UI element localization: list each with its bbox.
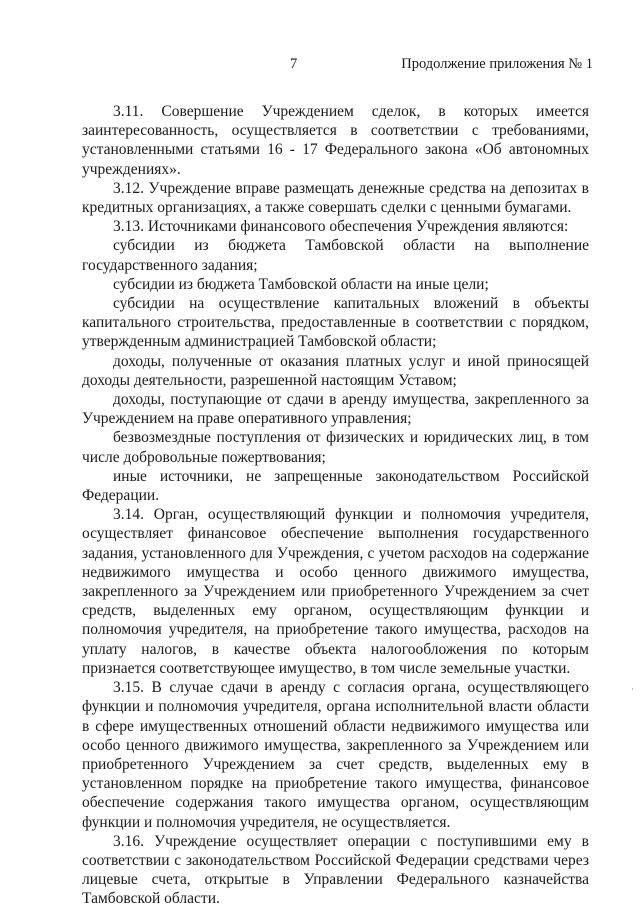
list-item-rent-income: доходы, поступающие от сдачи в аренду имущества, закрепленного за Учреждением на праве оперативного управления; [82, 391, 589, 428]
list-item-donations: безвозмездные поступления от физических и юридических лиц, в том числе добровольные пожертвования; [82, 429, 589, 466]
list-item-other-sources: иные источники, не запрещенные законодательством Российской Федерации. [82, 467, 589, 505]
paragraph-3-13: 3.13. Источниками финансового обеспечения Учреждения являются: [113, 218, 569, 236]
list-item-subsidies-other: субсидии из бюджета Тамбовской области на иные цели; [113, 275, 489, 293]
paragraph-3-16: 3.16. Учреждение осуществляет операции с поступившими ему в соответствии с законодательством Российской Федерации средствами через лицевые счета, открытые в Управлении Федерального казначейства Тамбовской области. [82, 832, 589, 908]
margin-mark: · [631, 684, 634, 694]
document-body [82, 102, 589, 909]
page-header-title: Продолжение приложения № 1 [401, 56, 593, 72]
list-item-paid-services-income: доходы, полученные от оказания платных услуг и иной приносящей доходы деятельности, разрешенной настоящим Уставом; [82, 352, 589, 389]
page-number: 7 [290, 56, 298, 72]
list-item-subsidies-capital: субсидии на осуществление капитальных вложений в объекты капитального строительства, предоставленные в соответствии с порядком, утвержденным администрацией Тамбовской области; [82, 295, 589, 351]
paragraph-3-12: 3.12. Учреждение вправе размещать денежные средства на депозитах в кредитных организациях, а также совершать сделки с ценными бумагами. [82, 179, 589, 217]
paragraph-3-14: 3.14. Орган, осуществляющий функции и полномочия учредителя, осуществляет финансовое обеспечение выполнения государственного задания, установленного для Учреждения, с учетом расходов на содержание недвижимого имущества и особо ценного движимого имущества, закрепленного за Учреждением или приобретенного Учреждением за счет средств, выделенных ему органом, осуществляющим функции и полномочия учредителя, на приобретение такого имущества, расходов на уплату налогов, в качестве объекта налогообложения по которым признается соответствующее имущество, в том числе земельные участки. [82, 506, 589, 677]
paragraph-3-15: 3.15. В случае сдачи в аренду с согласия органа, осуществляющего функции и полномочия учредителя, органа исполнительной власти области в сфере имущественных отношений области недвижимого имущества или особо ценного движимого имущества, закрепленного за Учреждением или приобретенного Учреждением за счет средств, выделенных ему в установленном порядке на приобретение такого имущества, финансовое обеспечение содержания такого имущества органом, осуществляющим функции и полномочия учредителя, не осуществляется. [82, 679, 589, 831]
list-item-subsidies-state-task: субсидии из бюджета Тамбовской области на выполнение государственного задания; [82, 237, 589, 274]
paragraph-3-11: 3.11. Совершение Учреждением сделок, в которых имеется заинтересованность, осуществляется в соответствии с требованиями, установленными статьями 16 - 17 Федерального закона «Об автономных учреждениях». [82, 103, 589, 178]
